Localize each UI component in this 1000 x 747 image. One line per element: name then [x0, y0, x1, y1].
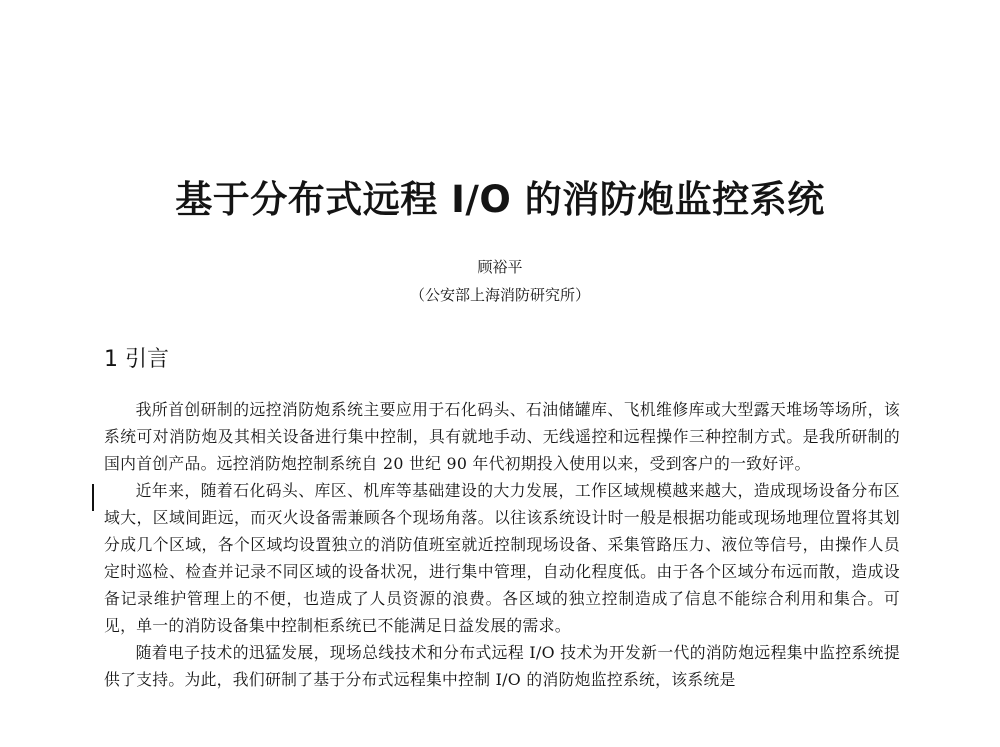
body-text	[104, 396, 900, 693]
margin-change-bar	[92, 484, 94, 511]
author-affiliation: （公安部上海消防研究所）	[409, 286, 590, 304]
author-name: 顾裕平	[477, 258, 523, 276]
paper-title: 基于分布式远程 I/O 的消防炮监控系统	[175, 178, 825, 221]
section-heading: 1 引言	[104, 347, 169, 372]
paragraph: 近年来，随着石化码头、库区、机库等基础建设的大力发展，工作区域规模越来越大，造成现场设备分布区域大，区域间距远，而灭火设备需兼顾各个现场角落。以往该系统设计时一般是根据功能或现场地理位置将其划分成几个区域，各个区域均设置独立的消防值班室就近控制现场设备、采集管路压力、液位等信号，由操作人员定时巡检、检查并记录不同区域的设备状况，进行集中管理，自动化程度低。由于各个区域分布远而散，造成设备记录维护管理上的不便，也造成了人员资源的浪费。各区域的独立控制造成了信息不能综合利用和集合。可见，单一的消防设备集中控制柜系统已不能满足日益发展的需求。	[104, 481, 900, 635]
paragraph: 我所首创研制的远控消防炮系统主要应用于石化码头、石油储罐库、飞机维修库或大型露天堆场等场所，该系统可对消防炮及其相关设备进行集中控制，具有就地手动、无线遥控和远程操作三种控制方式。是我所研制的国内首创产品。远控消防炮控制系统自 20 世纪 90 年代初期投入使用以来，受到客户的一致好评。	[104, 400, 900, 473]
paragraph: 随着电子技术的迅猛发展，现场总线技术和分布式远程 I/O 技术为开发新一代的消防炮远程集中监控系统提供了支持。为此，我们研制了基于分布式远程集中控制 I/O 的消防炮监控系统，该系统是	[104, 643, 900, 689]
